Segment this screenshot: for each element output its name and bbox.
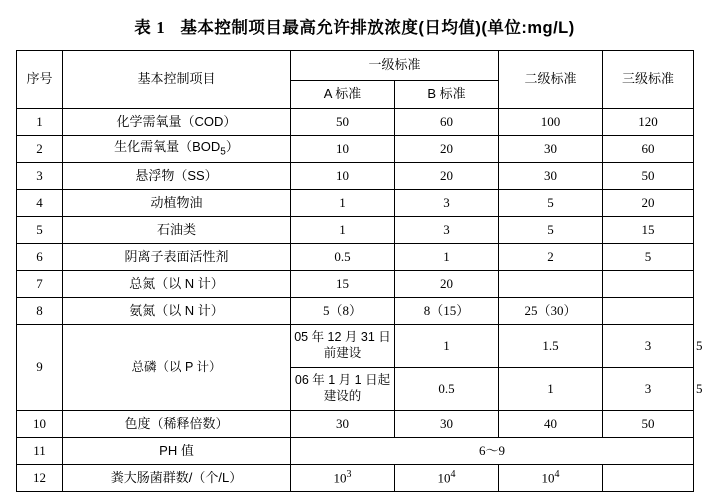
cell-item-subscript: 5 [220, 146, 226, 158]
cell-item: 动植物油 [63, 190, 291, 217]
cell-level1-b: 3 [395, 190, 499, 217]
cell-item: 粪大肠菌群数/（个/L） [63, 465, 291, 492]
cell-level1-a [291, 465, 395, 492]
cell-item: 色度（稀释倍数） [63, 411, 291, 438]
cell-level1-b: 60 [395, 109, 499, 136]
cell-level1-a: 10 [291, 163, 395, 190]
cell-seq: 7 [17, 271, 63, 298]
cell-item: 阴离子表面活性剂 [63, 244, 291, 271]
cell-level1-b: 1 [499, 368, 603, 411]
cell-value-exponent: 4 [554, 469, 560, 481]
header-level1-b: B 标准 [395, 81, 499, 109]
header-seq: 序号 [17, 51, 63, 109]
table-header-row-1 [17, 51, 694, 81]
cell-level2: 2 [499, 244, 603, 271]
cell-level3: 50 [603, 411, 694, 438]
cell-seq: 1 [17, 109, 63, 136]
cell-level1-b: 8（15） [395, 298, 499, 325]
cell-level2: 100 [499, 109, 603, 136]
cell-level1-b: 20 [395, 163, 499, 190]
cell-seq: 3 [17, 163, 63, 190]
cell-value-base: 10 [437, 470, 451, 486]
cell-value-base: 10 [333, 470, 347, 486]
cell-level3: 5 [603, 244, 694, 271]
table-row [17, 190, 694, 217]
title-main: 基本控制项目最高允许排放浓度(日均值)(单位:mg/L) [180, 19, 575, 37]
cell-item: 化学需氧量（COD） [63, 109, 291, 136]
table-row [17, 136, 694, 163]
cell-level2: 3 [603, 368, 694, 411]
cell-level3 [603, 465, 694, 492]
cell-level1-a: 0.5 [291, 244, 395, 271]
cell-level1-a: 1 [291, 217, 395, 244]
cell-level2: 5 [499, 190, 603, 217]
cell-level2 [499, 465, 603, 492]
cell-level1-a: 30 [291, 411, 395, 438]
cell-item: 总氮（以 N 计） [63, 271, 291, 298]
cell-level3: 60 [603, 136, 694, 163]
emission-standards-table [16, 50, 703, 492]
table-row [17, 411, 694, 438]
cell-ph-range: 6～9 [291, 438, 694, 465]
cell-item-suffix: ） [225, 138, 239, 154]
table-row [17, 271, 694, 298]
cell-level1-a: 10 [291, 136, 395, 163]
cell-level1-b: 20 [395, 271, 499, 298]
cell-seq: 8 [17, 298, 63, 325]
cell-level2: 40 [499, 411, 603, 438]
cell-level1-b: 1.5 [499, 325, 603, 368]
cell-seq: 6 [17, 244, 63, 271]
cell-level1-a: 50 [291, 109, 395, 136]
cell-level1-b: 20 [395, 136, 499, 163]
table-row-phosphorus-2: 06 年 1 月 1 日起建设的 0.5 1 3 5 [17, 368, 694, 411]
cell-level1-b: 30 [395, 411, 499, 438]
cell-seq: 2 [17, 136, 63, 163]
cell-seq: 4 [17, 190, 63, 217]
table-row [17, 217, 694, 244]
cell-item-phosphorus-desc: 06 年 1 月 1 日起建设的 [291, 368, 395, 411]
cell-level1-b: 3 [395, 217, 499, 244]
cell-level1-a: 15 [291, 271, 395, 298]
cell-value-exponent: 4 [450, 469, 456, 481]
table-row [17, 298, 694, 325]
cell-level3: 50 [603, 163, 694, 190]
cell-level2: 30 [499, 136, 603, 163]
cell-level2: 3 [603, 325, 694, 368]
table-row-phosphorus-1: 9 总磷（以 P 计） 05 年 12 月 31 日前建设 1 1.5 3 5 [17, 325, 694, 368]
cell-level3: 15 [603, 217, 694, 244]
cell-level1-b [395, 465, 499, 492]
cell-item-text: 生化需氧量（BOD [114, 138, 221, 154]
header-item: 基本控制项目 [63, 51, 291, 109]
cell-seq: 5 [17, 217, 63, 244]
cell-level1-a: 1 [291, 190, 395, 217]
table-row [17, 244, 694, 271]
cell-item-phosphorus-desc: 05 年 12 月 31 日前建设 [291, 325, 395, 368]
cell-level3 [603, 298, 694, 325]
header-level1-a: A 标准 [291, 81, 395, 109]
cell-level3: 120 [603, 109, 694, 136]
cell-value-base: 10 [541, 470, 555, 486]
table-row [17, 465, 694, 492]
header-level3: 三级标准 [603, 51, 694, 109]
cell-level2: 5 [499, 217, 603, 244]
cell-level2 [499, 271, 603, 298]
cell-seq: 11 [17, 438, 63, 465]
cell-item [63, 136, 291, 163]
page-title [0, 0, 709, 50]
cell-level2: 30 [499, 163, 603, 190]
cell-seq: 9 [17, 325, 63, 411]
table-row [17, 438, 694, 465]
header-level2: 二级标准 [499, 51, 603, 109]
cell-item: PH 值 [63, 438, 291, 465]
cell-item: 石油类 [63, 217, 291, 244]
cell-level2: 25（30） [499, 298, 603, 325]
table-container [0, 50, 709, 492]
cell-level1-b: 1 [395, 244, 499, 271]
cell-seq: 10 [17, 411, 63, 438]
table-row [17, 109, 694, 136]
table-row [17, 163, 694, 190]
cell-item-phosphorus-label: 总磷（以 P 计） [63, 325, 291, 411]
cell-level3 [603, 271, 694, 298]
cell-level1-a: 5（8） [291, 298, 395, 325]
cell-level3: 20 [603, 190, 694, 217]
title-number: 1 [156, 18, 166, 37]
cell-item: 悬浮物（SS） [63, 163, 291, 190]
cell-level1-a: 0.5 [395, 368, 499, 411]
cell-seq: 12 [17, 465, 63, 492]
cell-value-exponent: 3 [346, 469, 352, 481]
title-prefix: 表 [134, 18, 152, 37]
cell-item: 氨氮（以 N 计） [63, 298, 291, 325]
cell-level1-a: 1 [395, 325, 499, 368]
header-level1: 一级标准 [291, 51, 499, 81]
